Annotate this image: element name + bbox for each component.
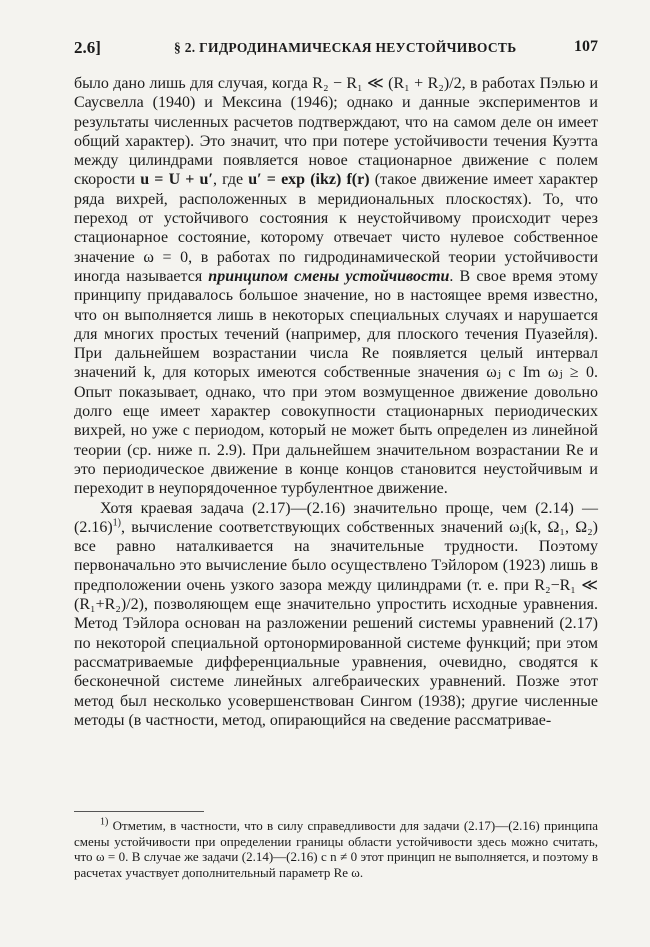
velocity-formula: u = U + u′	[140, 171, 213, 189]
text-run: , вычисление соответствующих собственных значений ωⱼ(k, Ω₁, Ω₂) все равно наталкивается на значительные трудности. Поэтому первоначально это вычисление было осуществлено Тэйлором (1923) лишь в предположении очень узкого зазора между цилиндрами (т. е. при R₂−R₁ ≪ (R₁+R₂)/2), позволяющем еще значительно упростить исходные уравнения. Метод Тэйлора основан на разложении решений системы уравнений (2.17) по некоторой специальной ортонормированной системе функций; при этом рассматриваемые дифференциальные уравнения, очевидно, сводятся к бесконечной системе линейных алгебраических уравнений. Позже этот метод был несколько усовершенствован Сингом (1938); другие численные методы (в частности, метод, опирающийся на сведение рассматривае-	[74, 518, 598, 729]
page-header	[74, 38, 598, 58]
paragraph	[74, 499, 598, 731]
text-run: было дано лишь для случая, когда R₂ − R₁ ≪ (R₁ + R₂)/2, в работах Пэлью и Саусвелла (1940) и Мексина (1946); однако и данные экспериментов и результаты численных расчетов подтверждают, что на самом деле он имеет общий характер). Это значит, что при потере устойчивости течения Куэтта между цилиндрами появляется новое стационарное движение с полем скорости	[74, 75, 598, 189]
running-title: § 2. ГИДРОДИНАМИЧЕСКАЯ НЕУСТОЙЧИВОСТЬ	[174, 40, 517, 55]
main-text	[74, 74, 598, 730]
text-run: (такое движение имеет характер ряда вихрей, расположенных в меридиональных плоскостях). То, что переход от устойчивого состояния к неустойчивому происходит через стационарное состояние, которому отвечает чисто нулевое собственное значение ω = 0, в работах по гидродинамической теории устойчивости иногда называется	[74, 171, 598, 285]
footnote-text: Отметим, в частности, что в силу справедливости для задачи (2.17)—(2.16) принципа смены устойчивости при определении границы области устойчивости здесь можно считать, что ω = 0. В случае же задачи (2.14)—(2.16) с n ≠ 0 этот принцип не выполняется, и поэтому в расчетах участвует дополнительный параметр Re ω.	[74, 818, 598, 880]
footnote-reference[interactable]: 1)	[112, 517, 121, 529]
section-number: 2.6]	[74, 38, 101, 57]
perturbation-formula: u′ = exp (ikz) f(r)	[248, 171, 370, 189]
emphasized-term: принципом смены устойчивости	[208, 267, 450, 285]
footnote-marker: 1)	[100, 816, 109, 828]
footnote-divider	[74, 811, 204, 812]
text-run: Хотя краевая задача (2.17)—(2.16) значительно проще, чем (2.14) — (2.16)	[74, 499, 598, 536]
paragraph	[74, 74, 598, 499]
footnote	[74, 818, 598, 880]
text-run: , где	[212, 171, 249, 189]
page-number: 107	[574, 38, 598, 55]
text-run: . В свое время этому принципу придавалось большое значение, но в настоящее время известно, что он выполняется лишь в некоторых специальных случаях и нарушается для многих простых течений (например, для плоского течения Пуазейля). При дальнейшем возрастании числа Re появляется целый интервал значений k, для которых имеются собственные значения ωⱼ с Im ωⱼ ≥ 0. Опыт показывает, однако, что при этом возмущенное движение довольно долго еще имеет характер совокупности стационарных периодических вихрей, но уже с периодом, который не может быть определен из линейной теории (ср. ниже п. 2.9). При дальнейшем значительном возрастании Re и это периодическое движение в конце концов становится неустойчивым и переходит в неупорядоченное турбулентное движение.	[74, 267, 599, 498]
